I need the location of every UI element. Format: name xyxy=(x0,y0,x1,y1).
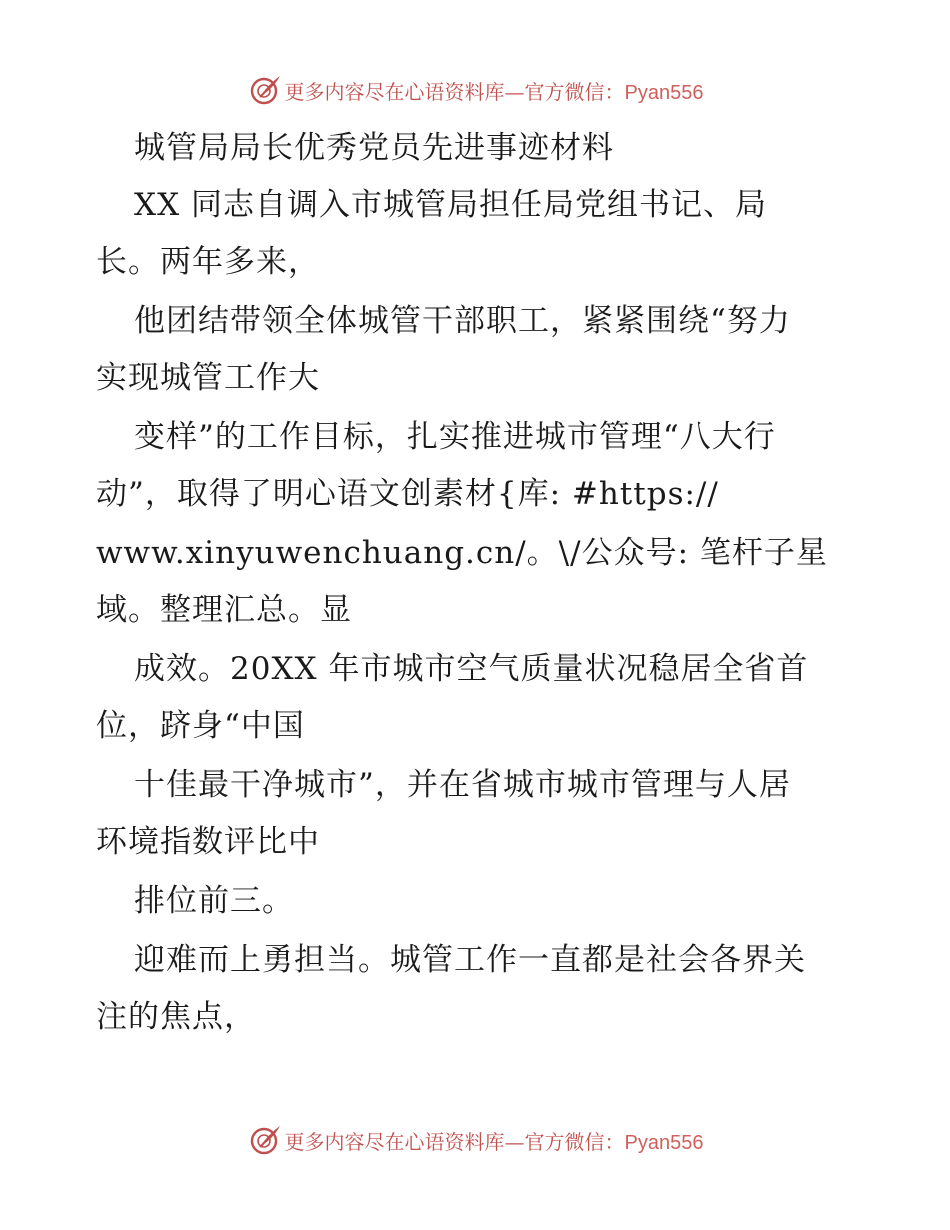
paragraph-line: 迎难而上勇担当。城管工作一直都是社会各界关 xyxy=(134,942,806,978)
paragraph-line: 他团结带领全体城管干部职工，紧紧围绕“努力 xyxy=(134,303,791,339)
wechat-id: Pyan556 xyxy=(624,1131,704,1154)
paragraph-line: 十佳最干净城市”，并在省城市城市管理与人居 xyxy=(134,767,791,803)
paragraph-line: 注的焦点， xyxy=(96,999,256,1035)
watermark-text: 更多内容尽在心语资料库—官方微信：Pyan556 xyxy=(284,1129,704,1154)
header-watermark xyxy=(0,70,950,110)
paragraph-line: 域。整理汇总。显 xyxy=(96,592,352,628)
paragraph-line: 成效。20XX 年市城市空气质量状况稳居全省首 xyxy=(134,651,809,687)
watermark-text: 更多内容尽在心语资料库—官方微信：Pyan556 xyxy=(284,79,704,104)
paragraph-line: XX 同志自调入市城管局担任局党组书记、局 xyxy=(134,187,767,223)
paragraph-line: 动”，取得了明心语文创素材{库: #https:// xyxy=(96,476,719,512)
paragraph-line: 排位前三。 xyxy=(134,883,294,919)
paragraph-line: www.xinyuwenchuang.cn/。\/公众号: 笔杆子星 xyxy=(96,535,828,571)
paragraph-line: 位，跻身“中国 xyxy=(96,708,305,744)
quill-logo-icon xyxy=(247,1122,283,1158)
paragraph-line: 变样”的工作目标，扎实推进城市管理“八大行 xyxy=(134,419,776,455)
document-title: 城管局局长优秀党员先进事迹材料 xyxy=(134,130,614,166)
paragraph-line: 环境指数评比中 xyxy=(96,824,320,860)
quill-logo-icon xyxy=(247,72,283,108)
footer-watermark xyxy=(0,1120,950,1160)
paragraph-line: 实现城管工作大 xyxy=(96,360,320,396)
paragraph-line: 长。两年多来， xyxy=(96,244,320,280)
wechat-id: Pyan556 xyxy=(624,81,704,104)
